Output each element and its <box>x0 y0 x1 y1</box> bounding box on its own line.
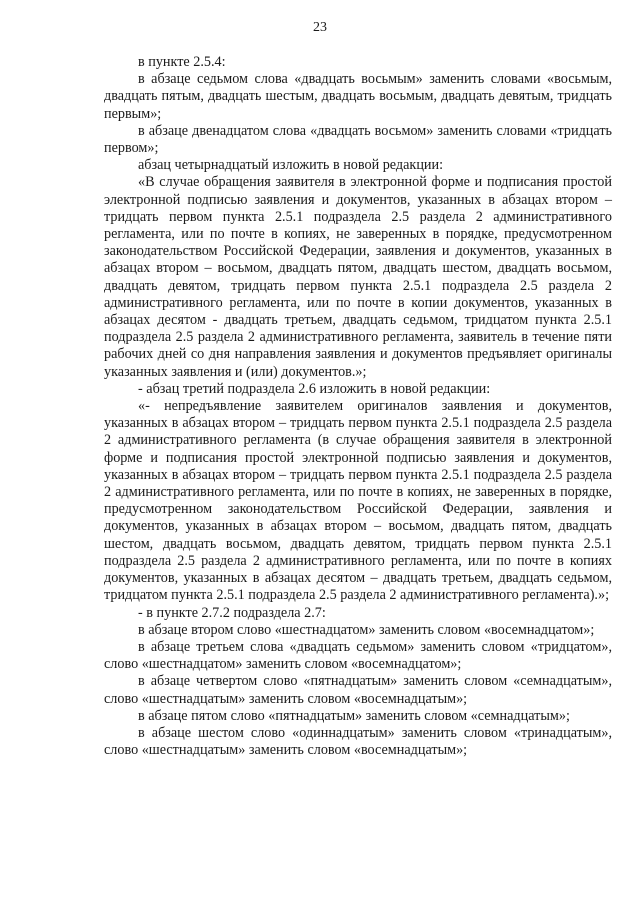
paragraph: в абзаце втором слово «шестнадцатом» заменить словом «восемнадцатом»; <box>138 621 595 638</box>
paragraph: - в пункте 2.7.2 подраздела 2.7: <box>138 604 326 621</box>
paragraph: в пункте 2.5.4: <box>138 54 226 70</box>
quoted-paragraph: «- непредъявление заявителем оригиналов заявления и документов, указанных в абзацах втором – тридцать первом пункта 2.5.1 подраздела 2.5 раздела 2 административного регламента (в случае обращения заявителя в электронной форме и подписания простой электронной подписью заявления и документов, указанных в абзацах втором – тридцать первом пункта 2.5.1 подраздела 2.5 раздела 2 административного регламента, или по почте в копиях, не заверенных в порядке, предусмотренном законодательством Российской Федерации, заявления и документов, указанных в абзацах втором – восьмом, двадцать пятом, двадцать шестом, двадцать восьмом, двадцать девятом, тридцать первом пункта 2.5.1 подраздела 2.5 раздела 2 административного регламента, или по почте в копиях документов, указанных в абзацах десятом – двадцать третьем, двадцать седьмом, тридцатом пункта 2.5.1 подраздела 2.5 раздела 2 административного регламента).»; <box>104 398 612 604</box>
paragraph: в абзаце четвертом слово «пятнадцатым» заменить словом «семнадцатым», слово «шестнадцатым» заменить словом «восемнадцатым»; <box>104 673 612 707</box>
paragraph: - абзац третий подраздела 2.6 изложить в новой редакции: <box>138 380 491 397</box>
paragraph: абзац четырнадцатый изложить в новой редакции: <box>138 157 444 174</box>
page-number: 23 <box>313 20 327 35</box>
paragraph: в абзаце двенадцатом слова «двадцать восьмом» заменить словами «тридцать первом»; <box>104 122 612 157</box>
paragraph: в абзаце третьем слова «двадцать седьмом» заменить словом «тридцатом», слово «шестнадцатом» заменить словом «восемнадцатом»; <box>104 638 612 673</box>
quoted-paragraph: «В случае обращения заявителя в электронной форме и подписания простой электронной подписью заявления и документов, указанных в абзацах втором – тридцать первом пункта 2.5.1 подраздела 2.5 раздела 2 административного регламента, или по почте в копиях, не заверенных в порядке, предусмотренном законодательством Российской Федерации, заявления и документов, указанных в абзацах втором – восьмом, двадцать пятом, двадцать шестом, двадцать восьмом, двадцать девятом, тридцать первом пункта 2.5.1 подраздела 2.5 раздела 2 административного регламента, или по почте в копии документов, указанных в абзацах десятом - двадцать третьем, двадцать седьмом, тридцатом пункта 2.5.1 подраздела 2.5 раздела 2 административного регламента, заявитель в течение пяти рабочих дней со дня направления заявления и документов предъявляет оригиналы указанных заявления и (или) документов.»; <box>104 174 612 380</box>
paragraph: в абзаце седьмом слова «двадцать восьмым» заменить словами «восьмым, двадцать пятым, двадцать шестым, двадцать восьмым, двадцать девятым, тридцать первым»; <box>104 71 612 122</box>
paragraph: в абзаце пятом слово «пятнадцатым» заменить словом «семнадцатым»; <box>138 707 570 724</box>
document-body <box>104 54 612 759</box>
paragraph: в абзаце шестом слово «одиннадцатым» заменить словом «тринадцатым», слово «шестнадцатым» заменить словом «восемнадцатым»; <box>104 724 612 759</box>
